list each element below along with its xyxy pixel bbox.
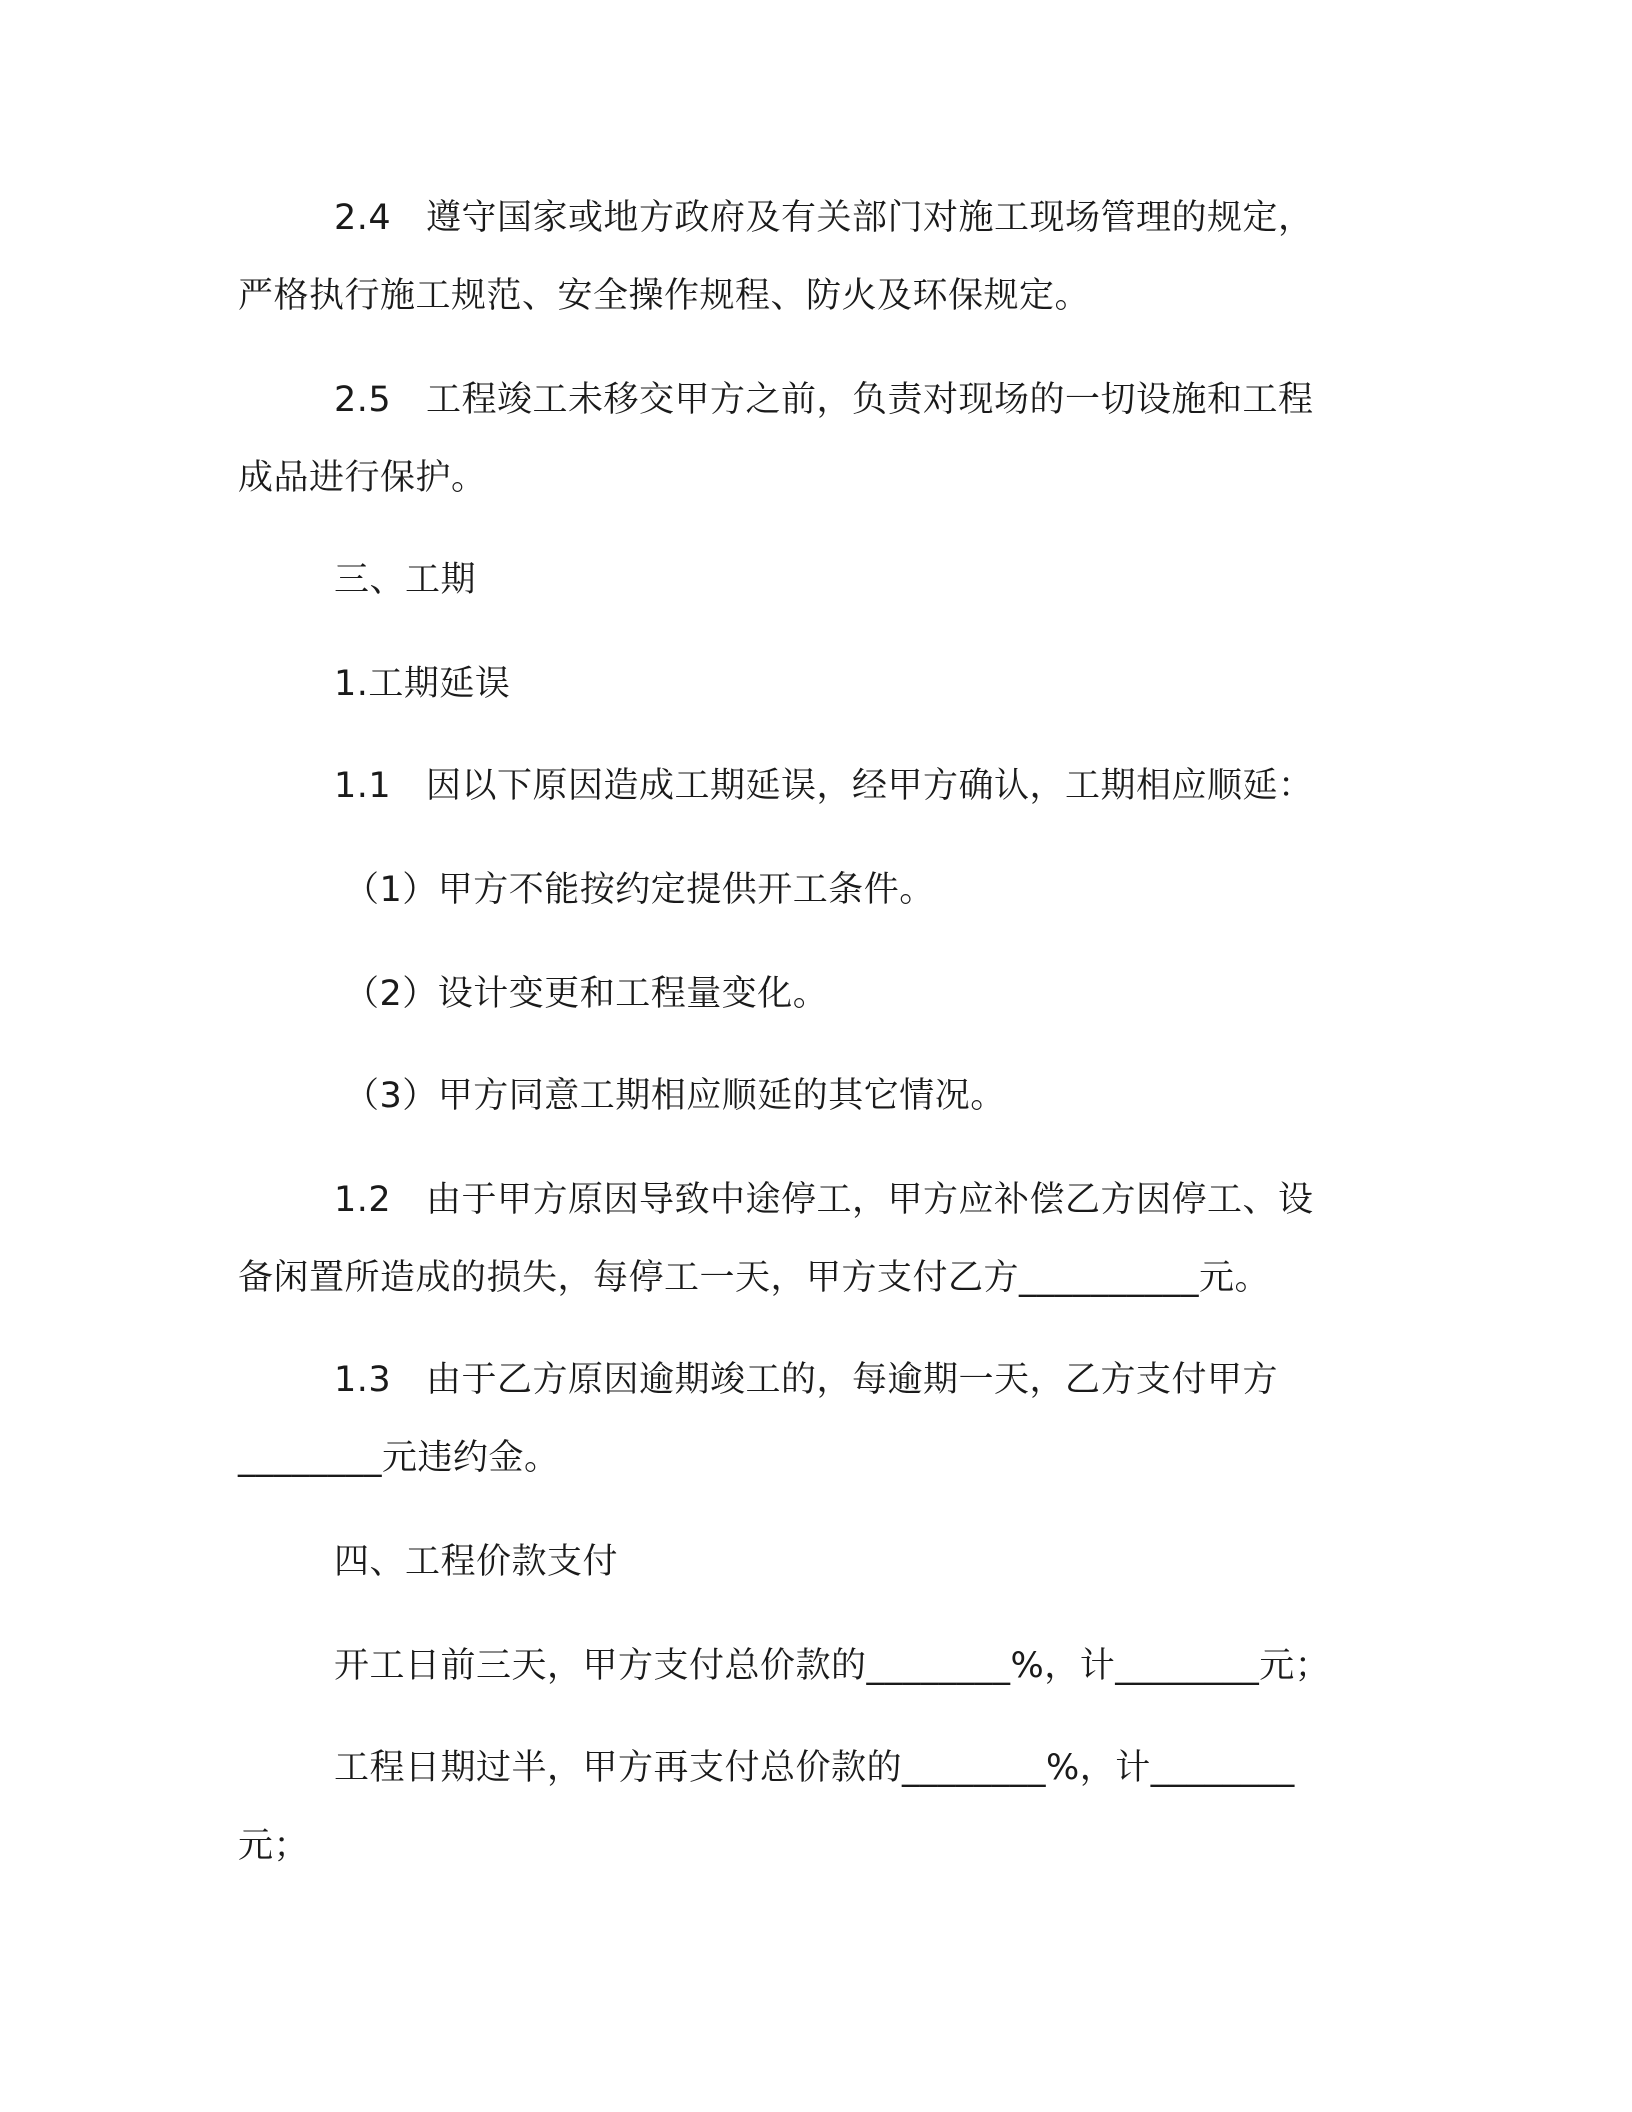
clause-2-4-line-2: 严格执行施工规范、安全操作规程、防火及环保规定。 [238,276,1091,316]
clause-text: 由于乙方原因逾期竣工的，每逾期一天，乙方支付甲方 [426,1360,1279,1400]
section-heading-schedule: 三、工期 [334,560,477,600]
list-item: （3）甲方同意工期相应顺延的其它情况。 [344,1076,1006,1116]
clause-number: 1.3 [334,1360,392,1400]
clause-2-5-line-1 [334,378,1314,422]
payment-paragraph-2-line-1: 工程日期过半，甲方再支付总价款的________%，计________ [334,1748,1295,1788]
clause-number: 1.2 [334,1180,392,1220]
clause-1-2-line-1 [334,1178,1314,1222]
clause-1-3-line-2: ________元违约金。 [238,1438,560,1478]
list-item: （1）甲方不能按约定提供开工条件。 [344,870,935,910]
clause-text: 工程竣工未移交甲方之前，负责对现场的一切设施和工程 [426,380,1314,420]
payment-paragraph-2-line-2: 元； [238,1826,310,1866]
clause-text: 由于甲方原因导致中途停工，甲方应补偿乙方因停工、设 [426,1180,1314,1220]
clause-2-5-line-2: 成品进行保护。 [238,458,487,498]
clause-text: 因以下原因造成工期延误，经甲方确认，工期相应顺延： [426,766,1314,806]
clause-2-4-line-1 [334,196,1314,240]
list-item: （2）设计变更和工程量变化。 [344,974,829,1014]
clause-text: 遵守国家或地方政府及有关部门对施工现场管理的规定， [426,198,1314,238]
clause-number: 2.5 [334,380,392,420]
payment-paragraph-1: 开工日前三天，甲方支付总价款的________%，计________元； [334,1646,1331,1686]
clause-1-2-line-2: 备闲置所造成的损失，每停工一天，甲方支付乙方__________元。 [238,1258,1271,1298]
section-heading-payment: 四、工程价款支付 [334,1542,619,1582]
clause-1-1 [334,764,1314,808]
clause-number: 1.1 [334,766,392,806]
subsection-heading-delay: 1.工期延误 [334,664,511,704]
clause-number: 2.4 [334,198,392,238]
clause-1-3-line-1 [334,1358,1278,1402]
